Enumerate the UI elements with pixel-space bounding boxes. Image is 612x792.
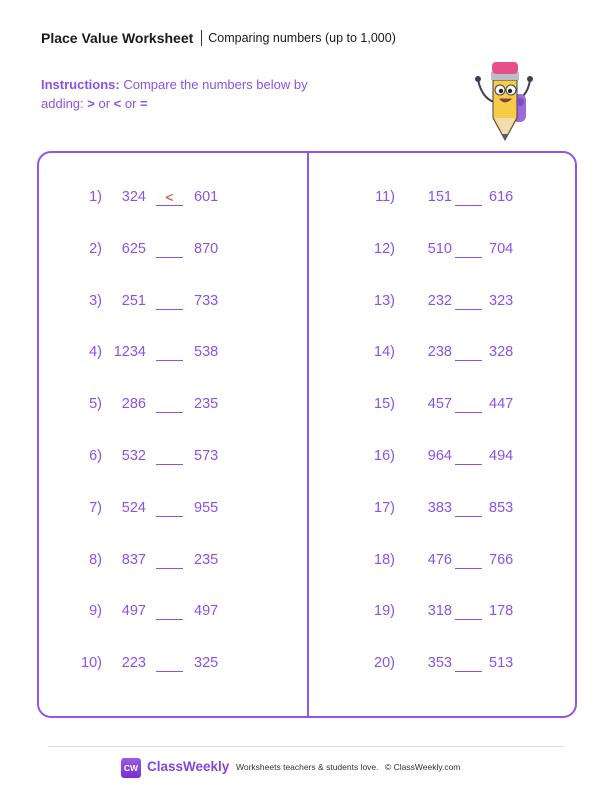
number-b: 704 — [489, 240, 514, 257]
classweekly-logo-icon: CW — [121, 758, 141, 778]
symbol-greater: > — [87, 96, 95, 111]
instructions-label: Instructions: — [41, 77, 120, 92]
number-b: 601 — [194, 189, 219, 205]
problem-item — [0, 552, 612, 572]
number-b: 178 — [489, 603, 514, 620]
answer-blank[interactable] — [455, 448, 482, 465]
number-a: 625 — [121, 240, 146, 257]
problem-number: 3) — [89, 292, 102, 309]
problem-item — [0, 500, 612, 520]
number-b: 766 — [489, 551, 514, 568]
number-a: 318 — [427, 603, 452, 620]
problem-item — [0, 344, 612, 364]
answer-blank[interactable] — [455, 344, 482, 361]
problem-item — [0, 293, 612, 313]
answer-blank[interactable] — [455, 396, 482, 413]
problem-item — [0, 655, 612, 675]
instructions — [41, 75, 341, 113]
number-b: 235 — [194, 551, 219, 568]
number-a: 532 — [121, 448, 146, 464]
answer-blank[interactable] — [455, 189, 482, 206]
footer-divider — [48, 746, 564, 747]
answer-blank[interactable] — [455, 603, 482, 620]
number-b: 325 — [194, 655, 219, 672]
problems-box — [37, 151, 577, 718]
symbol-less: < — [113, 96, 122, 111]
pencil-mascot-icon — [468, 58, 540, 142]
answer-blank[interactable] — [455, 293, 482, 310]
problem-item — [0, 396, 612, 416]
connector-or: or — [94, 96, 114, 111]
worksheet-header — [41, 28, 396, 48]
instructions-text: Compare the numbers below by — [119, 77, 308, 92]
worksheet-subtitle: Comparing numbers (up to 1,000) — [208, 31, 396, 45]
number-b: 573 — [194, 448, 219, 464]
problem-number: 19) — [374, 603, 395, 620]
problem-number: 14) — [374, 344, 395, 361]
problem-number: 12) — [374, 240, 395, 257]
number-b: 870 — [194, 240, 219, 257]
number-b: 955 — [194, 499, 219, 516]
problem-number: 15) — [374, 396, 395, 413]
title-separator — [201, 30, 202, 46]
problem-item — [0, 603, 612, 623]
number-b: 447 — [489, 396, 514, 413]
instructions-text-2: adding: — [41, 96, 88, 111]
column-divider — [307, 153, 309, 716]
problem-number: 9) — [89, 603, 102, 620]
answer-blank[interactable] — [455, 241, 482, 258]
number-a: 353 — [427, 655, 452, 672]
number-b: 513 — [489, 655, 514, 672]
number-a: 251 — [121, 292, 146, 309]
number-a: 524 — [121, 499, 146, 516]
problem-item — [0, 189, 612, 209]
answer-blank[interactable] — [455, 500, 482, 517]
number-a: 476 — [427, 551, 452, 568]
number-a: 232 — [427, 292, 452, 309]
problem-number: 20) — [374, 655, 395, 672]
number-a: 1234 — [113, 344, 146, 361]
worksheet-title: Place Value Worksheet — [41, 30, 194, 46]
problem-item — [0, 448, 612, 468]
number-a: 223 — [121, 655, 146, 672]
answer-blank[interactable] — [455, 552, 482, 569]
problem-number: 2) — [89, 240, 102, 257]
number-b: 853 — [489, 499, 514, 516]
problem-number: 7) — [89, 499, 102, 516]
footer-tagline: Worksheets teachers & students love. — [236, 762, 379, 772]
connector-or: or — [121, 96, 141, 111]
number-a: 964 — [427, 448, 452, 464]
answer-blank[interactable] — [455, 655, 482, 672]
number-a: 286 — [121, 396, 146, 413]
problem-number: 4) — [89, 344, 102, 361]
number-a: 837 — [121, 551, 146, 568]
number-a: 238 — [427, 344, 452, 361]
number-b: 235 — [194, 396, 219, 413]
problem-number: 11) — [375, 189, 395, 205]
number-a: 151 — [427, 189, 452, 205]
symbol-equal: = — [140, 96, 148, 111]
problem-number: 16) — [374, 448, 395, 464]
number-b: 323 — [489, 292, 514, 309]
number-a: 457 — [427, 396, 452, 413]
number-b: 494 — [489, 448, 514, 464]
number-a: 497 — [121, 603, 146, 620]
number-b: 733 — [194, 292, 219, 309]
problem-number: 18) — [374, 551, 395, 568]
number-b: 538 — [194, 344, 219, 361]
number-a: 383 — [427, 499, 452, 516]
brand-name: ClassWeekly — [147, 759, 230, 774]
answer-blank[interactable]: < — [156, 189, 183, 206]
problem-number: 10) — [81, 655, 102, 672]
problem-number: 1) — [89, 189, 102, 205]
problem-item — [0, 241, 612, 261]
number-b: 497 — [194, 603, 219, 620]
footer-copyright: © ClassWeekly.com — [385, 762, 461, 772]
problem-number: 13) — [374, 292, 395, 309]
problem-number: 6) — [89, 448, 102, 464]
problem-number: 5) — [89, 396, 102, 413]
problem-number: 8) — [89, 551, 102, 568]
number-a: 324 — [121, 189, 146, 205]
number-b: 616 — [489, 189, 514, 205]
number-a: 510 — [427, 240, 452, 257]
problem-number: 17) — [374, 499, 395, 516]
number-b: 328 — [489, 344, 514, 361]
